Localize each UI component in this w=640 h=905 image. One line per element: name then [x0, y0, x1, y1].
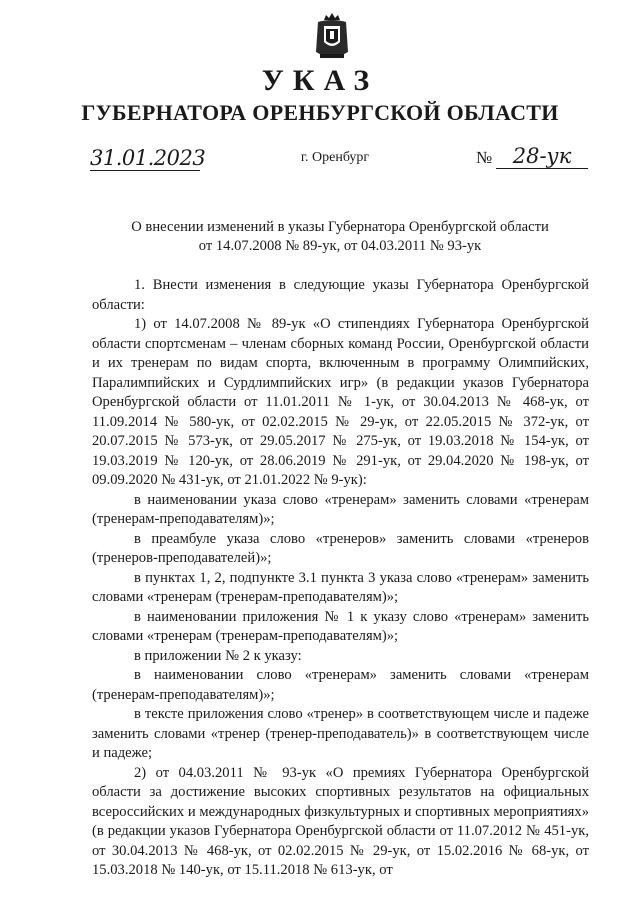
- document-subject: [90, 218, 590, 256]
- paragraph-8: в наименовании слово «тренерам» заменить словами «тренерам (тренерам-преподавателям)»;: [92, 667, 589, 703]
- subject-line-1: О внесении изменений в указы Губернатора Оренбургской области: [131, 219, 549, 235]
- paragraph-3: в наименовании указа слово «тренерам» заменить словами «тренерам (тренерам-преподавателям)»;: [92, 491, 589, 527]
- coat-of-arms-emblem: [312, 12, 352, 62]
- paragraph-4: в преамбуле указа слово «тренеров» заменить словами «тренеров (тренеров-преподавателей)»;: [92, 530, 589, 566]
- paragraph-9: в тексте приложения слово «тренер» в соответствующем числе и падеже заменить словами «тренер (тренер-преподаватель)» в соответствующем числе и падеже;: [92, 706, 589, 761]
- paragraph-1: 1. Внести изменения в следующие указы Губернатора Оренбургской области:: [92, 277, 589, 313]
- document-city: г. Оренбург: [300, 150, 370, 165]
- document-number: 28-ук: [496, 144, 588, 169]
- issuer-title: ГУБЕРНАТОРА ОРЕНБУРГСКОЙ ОБЛАСТИ: [81, 100, 559, 125]
- paragraph-10: 2) от 04.03.2011 № 93-ук «О премиях Губернатора Оренбургской области за достижение высоких спортивных результатов на официальных всероссийских и международных физкультурных и спортивных мероприятиях» (в редакции указов Губернатора Оренбургской области от 11.07.2012 № 451-ук, от 30.04.2013 № 468-ук, от 02.02.2015 № 29-ук, от 15.02.2016 № 68-ук, от 15.03.2018 № 140-ук, от 15.11.2018 № 613-ук, от: [92, 764, 589, 878]
- subject-line-2: от 14.07.2008 № 89-ук, от 04.03.2011 № 93-ук: [198, 238, 482, 254]
- document-type-title: УКАЗ: [261, 64, 379, 97]
- paragraph-7: в приложении № 2 к указу:: [134, 647, 302, 664]
- number-label: №: [476, 148, 493, 167]
- paragraph-6: в наименовании приложения № 1 к указу слово «тренерам» заменить словами «тренерам (тренерам-преподавателям)»;: [92, 608, 589, 644]
- paragraph-2: 1) от 14.07.2008 № 89-ук «О стипендиях Губернатора Оренбургской области спортсменам – членам сборных команд России, Оренбургской области и их тренерам по видам спорта, включенным в программу Олимпийских, Паралимпийских и Сурдлимпийских игр» (в редакции указов Губернатора Оренбургской области от 11.01.2011 № 1-ук, от 30.04.2013 № 468-ук, от 11.09.2014 № 580-ук, от 02.02.2015 № 29-ук, от 22.05.2015 № 372-ук, от 20.07.2015 № 573-ук, от 29.05.2017 № 275-ук, от 19.03.2018 № 154-ук, от 19.03.2019 № 120-ук, от 28.06.2019 № 291-ук, от 29.04.2020 № 198-ук, от 09.09.2020 № 431-ук, от 21.01.2022 № 9-ук):: [92, 316, 589, 488]
- document-date: 31.01.2023: [90, 146, 206, 170]
- document-body: [92, 276, 589, 881]
- paragraph-5: в пунктах 1, 2, подпункте 3.1 пункта 3 указа слово «тренерам» заменить словами «тренерам (тренерам-преподавателям)»;: [92, 569, 589, 605]
